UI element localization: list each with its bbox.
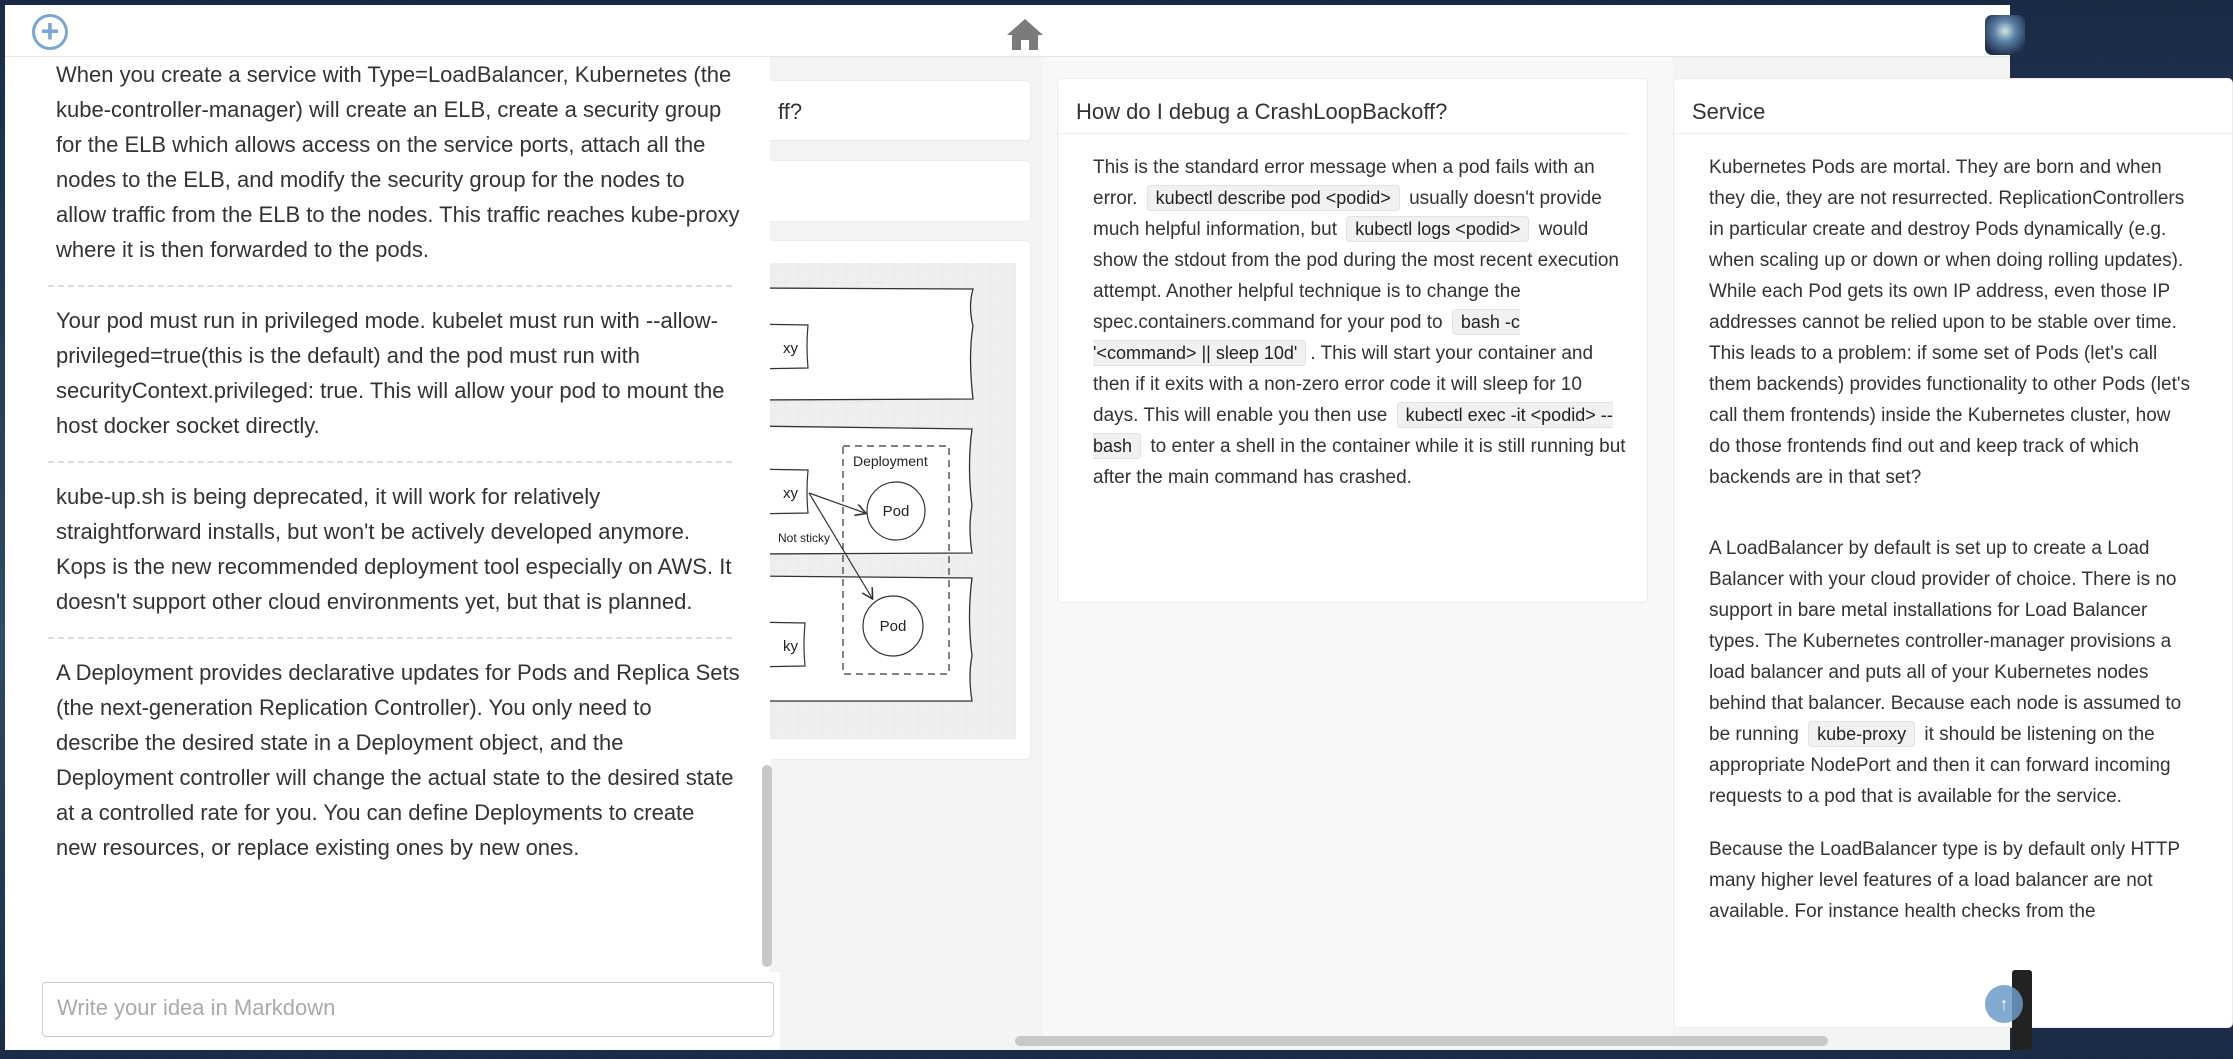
card-text: A LoadBalancer by default is set up to create a Load Balancer with your cloud provider of choice. There is no support in bare metal installations for Load Balancer types. The Kubernetes controller-manager provisions a load balancer and puts all of your Kubernetes nodes behind that balancer. Because each node is assumed to be running [1709,538,2182,745]
card-text: it should be listening on the appropriate NodePort and then it can forward incoming requests to a pod that is available for the service. [1709,724,2171,807]
notes-scrollbar[interactable] [762,765,772,967]
note-item: Your pod must run in privileged mode. kubelet must run with --allow-privileged=true(this is the default) and the pod must run with securityContext.privileged: true. This will allow your pod to mount the host docker socket directly. [56,308,725,438]
card-title: Service [1674,79,2232,134]
inline-code: kubectl exec -it <podid> -- bash [1093,402,1613,459]
service-diagram [746,241,1046,761]
card-text: usually doesn't provide much helpful information, but [1093,188,1602,240]
card-text: . This will start your container and then if it exits with a non-zero error code it will sleep for 10 days. This will enable you then use [1093,343,1594,426]
markdown-input[interactable] [42,982,774,1037]
inline-code: kube-proxy [1808,721,1915,747]
note-item: When you create a service with Type=LoadBalancer, Kubernetes (the kube-controller-manager) will create an ELB, create a security group for the ELB which allows access on the service ports, attach all the nodes to the ELB, and modify the security group for the nodes to allow traffic from the ELB to the nodes. This traffic reaches kube-proxy where it is then forwarded to the pods. [56,62,740,262]
arrow-up-icon: ↑ [1999,994,2009,1014]
card-partial-2[interactable] [745,160,1031,222]
card-text: Because the LoadBalancer type is by default only HTTP many higher level features of a load balancer are not available. For instance health checks from the [1709,839,2180,922]
inline-code: bash -c '<command> || sleep 10d' [1093,309,1520,366]
card-text: This is the standard error message when a pod fails with an error. [1093,157,1595,209]
pod-label: Pod [879,618,907,635]
notes-panel [5,57,770,972]
crashloop-card[interactable] [1057,78,1648,603]
proxy-label: xy [783,340,798,357]
service-card[interactable] [1673,78,2233,1028]
add-note-button[interactable] [32,14,68,50]
proxy-label: ky [783,638,798,655]
user-avatar[interactable] [1985,15,2025,55]
top-bar [5,5,2010,57]
app-window [5,5,2190,1050]
card-text: to enter a shell in the container while it is still running but after the main command has crashed. [1093,436,1626,488]
pod-label: Pod [882,503,910,520]
card-title: How do I debug a CrashLoopBackoff? [1058,79,1629,134]
inline-code: kubectl logs <podid> [1346,216,1529,242]
horizontal-scrollbar[interactable] [1015,1036,1828,1046]
note-item: kube-up.sh is being deprecated, it will work for relatively straightforward installs, but won't be actively developed anymore. Kops is the new recommended deployment tool especially on AWS. It doesn't support other cloud environments yet, but that is planned. [56,484,732,614]
note-item: A Deployment provides declarative updates for Pods and Replica Sets (the next-generation Replication Controller). You only need to describe the desired state in a Deployment object, and the Deployment controller will change the actual state to the desired state at a controlled rate for you. You can define Deployments to create new resources, or replace existing ones by new ones. [56,660,740,860]
inline-code: kubectl describe pod <podid> [1147,185,1400,211]
deployment-label: Deployment [853,453,928,469]
card-title: ff? [778,99,803,124]
card-text: would show the stdout from the pod during the most recent execution attempt. Another helpful technique is to change the spec.containers.command for your pod to [1093,219,1619,333]
plus-circle-icon: + [40,13,60,49]
diagram-card[interactable] [745,240,1031,760]
card-paragraph [1709,533,2194,812]
markdown-textarea[interactable] [43,983,773,1036]
card-text: Kubernetes Pods are mortal. They are born and when they die, they are not resurrected. ReplicationControllers in particular create and destroy Pods dynamically (e.g. when scaling up or down or when doing rolling updates). While each Pod gets its own IP address, even those IP addresses cannot be relied upon to be stable over time. This leads to a problem: if some set of Pods (let's call them backends) provides functionality to other Pods (let's call them frontends) inside the Kubernetes cluster, how do those frontends find out and keep track of which backends are in that set? [1709,157,2190,488]
proxy-label: xy [783,485,798,502]
home-icon[interactable] [1005,17,1045,51]
not-sticky-label: Not sticky [778,531,831,545]
card-partial-1[interactable] [745,80,1031,141]
scroll-top-button[interactable] [1985,985,2023,1023]
